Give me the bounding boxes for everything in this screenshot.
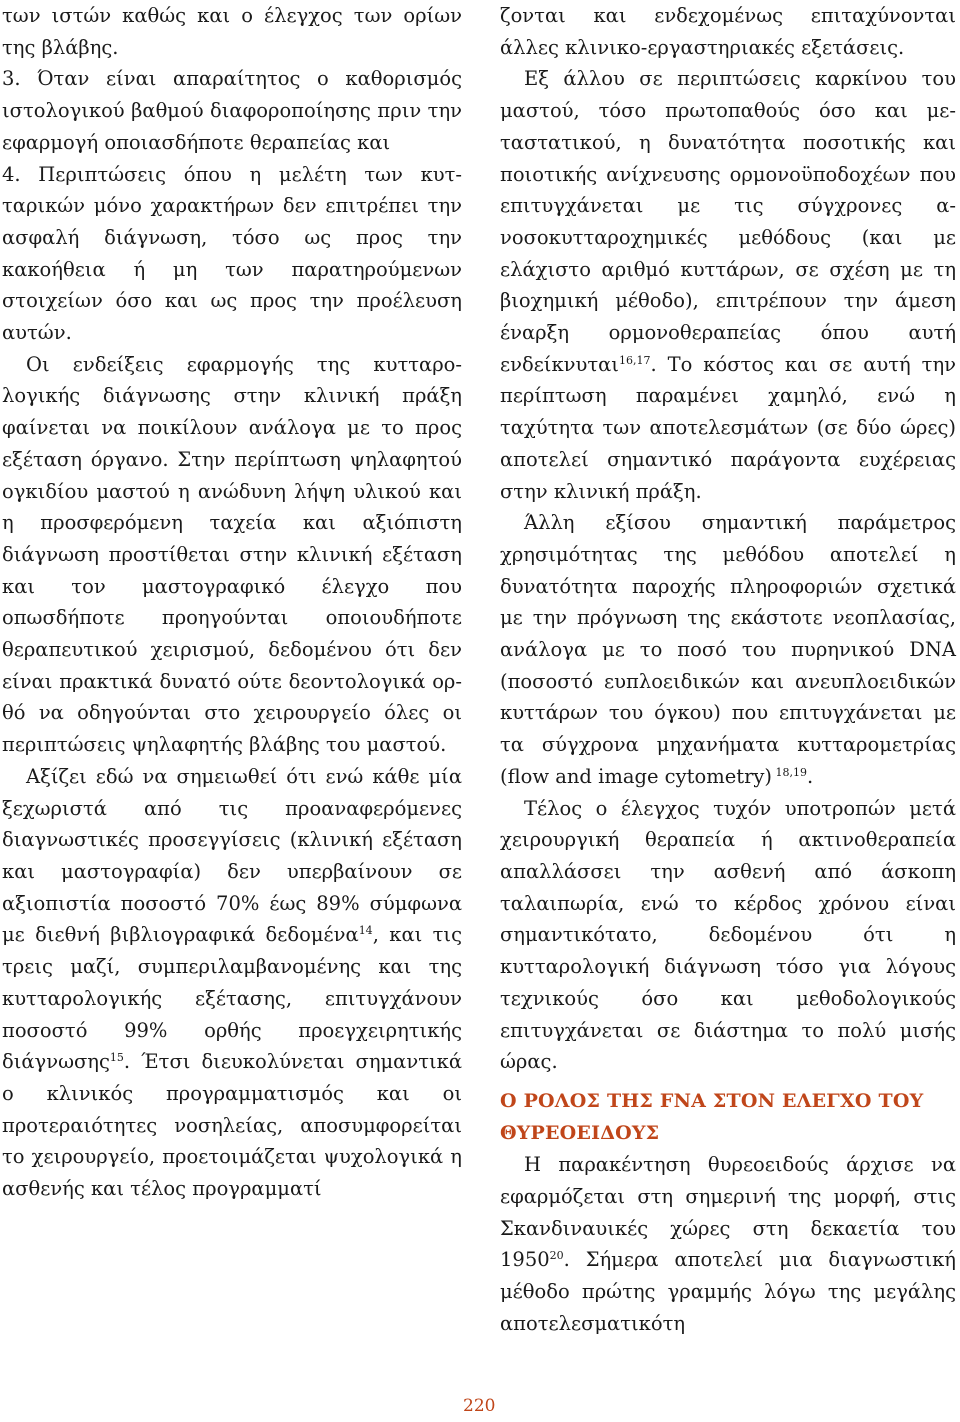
paragraph [2,761,462,1205]
paragraph-text: . Έτσι διευκολύνεται σημαντικά ο κλινικός προγραμματισμός και οι προτεραιότητες νοσηλείας, αποσυμφορείται το χειρουργείο, προετοιμάζεται ψυχολογικά η ασθενής και τέλος προγραμματί [2,1050,462,1201]
citation-ref: 20 [549,1249,564,1263]
paragraph [2,349,462,761]
paragraph-text: Αξίζει εδώ να σημειωθεί ότι ενώ κάθε μία ξεχωριστά από τις προαναφερόμενες διαγνωστικές προσεγγίσεις (κλινική εξέταση και μαστογραφία) δεν υπερβαίνουν σε αξιοπιστία ποσοστό 70% έως 89% σύμφωνα με διεθνή βιβλιογραφικά δεδομένα [2,764,462,947]
paragraph [500,63,956,507]
paragraph-text: Άλλη εξίσου σημαντική παράμετρος χρησιμότητας της μεθόδου αποτελεί η δυνατότητα παροχής πληροφοριών σχετικά με την πρόγνωση της εκάστοτε νεοπλασίας, ανάλογα με το ποσό του πυρηνικού DNA (ποσοστό ευπλοειδικών και ανευπλοειδικών κυττάρων του όγκου) που επιτυγχάνεται με τα σύγχρονα μηχανήματα κυτταρομετρίας (flow and image cytometry) [500,511,956,788]
paragraph-text: ζονται και ενδεχομένως επιταχύνονται άλλες κλινικο-εργαστηριακές εξετάσεις. [500,4,956,59]
paragraph-text: . Το κόστος και σε αυτή την περίπτωση παραμένει χαμηλό, ενώ η ταχύτητα των αποτελεσμάτων (σε δύο ώρες) αποτελεί σημαντικό παράγοντα ευχέρειας στην κλινική πράξη. [500,352,956,503]
paragraph-text: Εξ άλλου σε περιπτώσεις καρκίνου του μαστού, τόσο πρωτοπαθούς όσο και μεταστατικού, η δυνατότητα ποσοτικής και ποιοτικής ανίχνευσης ορμονοϋποδοχέων που επιτυγχάνεται με τις σύγχρονες ανοσοκυτταροχημικές μεθόδους (και με ελάχιστο αριθμό κυττάρων, σε σχέση με τη βιοχημική μέθοδο), επιτρέπουν την άμεση έναρξη ορμονοθεραπείας όπου αυτή ενδείκνυται [500,67,956,376]
left-column [2,0,462,1205]
paragraph-text: . Σήμερα αποτελεί μια διαγνωστική μέθοδο πρώτης γραμμής λόγω της μεγάλης αποτελεσματικότη [500,1248,956,1335]
paragraph [500,1149,956,1339]
section-heading: Ο ΡΟΛΟΣ ΤΗΣ FNA ΣΤΟΝ ΕΛΕΓΧΟ ΤΟΥ ΘΥΡΕΟΕΙΔΟΥΣ [500,1089,924,1144]
list-item [2,159,462,349]
list-item-text: 3. Όταν είναι απαραίτητος ο καθορισμός ιστολογικού βαθμού διαφοροποίησης πριν την εφαρμογή οποιασδήποτε θεραπείας και [2,67,462,154]
paragraph-text: Οι ενδείξεις εφαρμογής της κυτταρολογικής διάγνωσης στην κλινική πράξη φαίνεται να ποικίλουν ανάλογα με το προς εξέταση όργανο. Στην περίπτωση ψηλαφητού ογκιδίου μαστού η ανώδυνη λήψη υλικού και η προσφερόμενη ταχεία και αξιόπιστη διάγνωση προστίθεται στην κλινική εξέταση και τον μαστογραφικό έλεγχο που οπωσδήποτε προηγούνται οποιουδήποτε θεραπευτικού χειρισμού, δεδομένου ότι δεν είναι πρακτικά δυνατό ούτε δεοντολογικά ορθό να οδηγούνται στο χειρουργείο όλες οι περιπτώσεις ψηλαφητής βλάβης του μαστού. [2,352,462,757]
paragraph [500,0,956,63]
citation-ref: 16,17 [618,353,651,367]
paragraph-text: Η παρακέντηση θυρεοειδούς άρχισε να εφαρμόζεται στη σημερινή της μορφή, στις Σκανδιναυικές χώρες στη δεκαετία του 1950 [500,1153,956,1272]
list-item [2,63,462,158]
paragraph-text: των ιστών καθώς και ο έλεγχος των ορίων της βλάβης. [2,4,462,59]
paragraph [500,507,956,792]
paragraph-text: , και τις τρεις μαζί, συμπεριλαμβανομένης και της κυτταρολογικής εξέτασης, επιτυγχάνουν ποσοστό 99% ορθής προεγχειρητικής διάγνωσης [2,923,463,1074]
citation-ref: 15 [109,1051,124,1065]
right-column [500,0,956,1340]
paragraph [500,793,956,1078]
page-number: 220 [463,1396,496,1416]
list-item-text: 4. Περιπτώσεις όπου η μελέτη των κυτταρικών μόνο χαρακτήρων δεν επιτρέπει την ασφαλή διάγνωση, τόσο ως προς την κακοήθεια ή μη των παρατηρούμενων στοιχείων όσο και ως προς την προέλευση αυτών. [2,162,462,345]
paragraph-text: Τέλος ο έλεγχος τυχόν υποτροπών μετά χειρουργική θεραπεία ή ακτινοθεραπεία απαλλάσσει την ασθενή από άσκοπη ταλαιπωρία, ενώ το κέρδος χρόνου είναι σημαντικότατο, δεδομένου ότι η κυτταρολογική διάγνωση τόσο για λόγους τεχνικούς όσο και μεθοδολογικούς επιτυγχάνεται σε διάστημα το πολύ μισής ώρας. [500,796,956,1074]
paragraph [2,0,462,63]
citation-ref: 14 [358,924,373,938]
paragraph-text: . [807,764,814,788]
citation-ref: 18,19 [772,765,808,779]
